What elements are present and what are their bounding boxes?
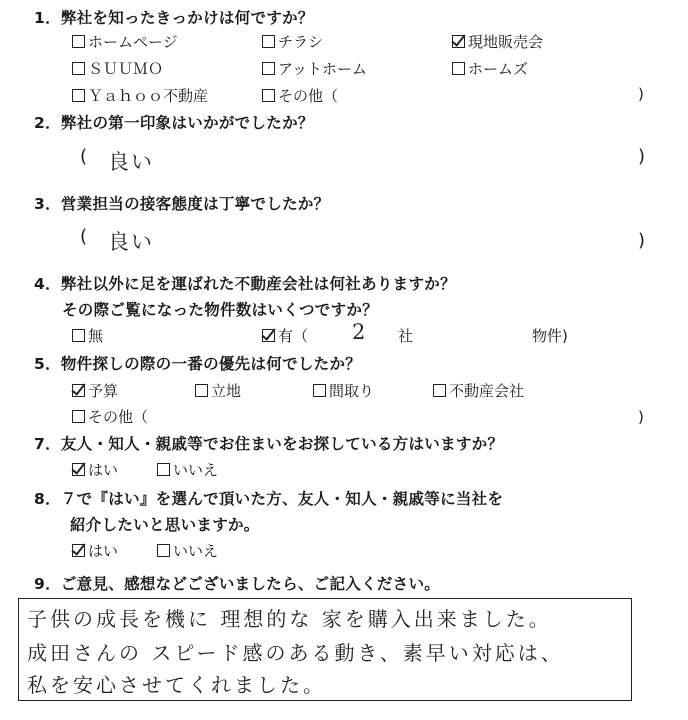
- question-5-title: 5．物件探しの際の一番の優先は何でしたか？: [34, 355, 362, 373]
- q8-option-no[interactable]: いいえ: [157, 540, 218, 561]
- q4-option-none[interactable]: 無: [72, 325, 103, 346]
- checkbox-icon[interactable]: [433, 384, 446, 397]
- q1-other-close-paren: ): [638, 85, 644, 103]
- comment-line: 成田さんの スピード感のある動き、素早い対応は、: [27, 641, 564, 665]
- q5-other-close-paren: ): [638, 408, 644, 426]
- checkbox-checked-icon[interactable]: [452, 35, 465, 48]
- q1-option-onsite-sale[interactable]: 現地販売会: [452, 31, 543, 52]
- checkbox-icon[interactable]: [195, 384, 208, 397]
- q4-handwritten-count: 2: [352, 320, 368, 344]
- q2-handwritten-answer: 良い: [108, 150, 154, 174]
- comment-box[interactable]: [18, 598, 632, 701]
- q4-unit-property: 物件): [532, 327, 568, 345]
- q7-option-yes[interactable]: はい: [72, 459, 118, 480]
- question-9-title: 9．ご意見、感想などございましたら、ご記入ください。: [34, 575, 441, 593]
- checkbox-checked-icon[interactable]: [262, 329, 275, 342]
- question-4-subtitle: その際ご覧になった物件数はいくつですか？: [62, 301, 379, 319]
- q5-option-other[interactable]: その他（: [72, 406, 148, 427]
- question-3-title: 3．営業担当の接客態度は丁寧でしたか？: [34, 195, 330, 213]
- checkbox-icon[interactable]: [157, 463, 170, 476]
- q1-option-homes[interactable]: ホームズ: [452, 58, 528, 79]
- q2-close-paren: ): [638, 146, 646, 167]
- q7-option-no[interactable]: いいえ: [157, 459, 218, 480]
- checkbox-icon[interactable]: [262, 62, 275, 75]
- q8-option-yes[interactable]: はい: [72, 540, 118, 561]
- checkbox-icon[interactable]: [313, 384, 326, 397]
- q1-option-homepage[interactable]: ホームページ: [72, 31, 178, 52]
- checkbox-icon[interactable]: [157, 544, 170, 557]
- question-2-title: 2．弊社の第一印象はいかがでしたか？: [34, 114, 314, 132]
- question-1-title: 1．弊社を知ったきっかけは何ですか？: [34, 9, 314, 27]
- q5-option-agency[interactable]: 不動産会社: [433, 380, 524, 401]
- checkbox-icon[interactable]: [72, 410, 85, 423]
- comment-line: 子供の成長を機に 理想的な 家を購入出来ました。: [27, 607, 552, 631]
- comment-line: 私を安心させてくれました。: [27, 673, 326, 697]
- q1-option-yahoo[interactable]: Ｙａｈｏｏ不動産: [72, 85, 208, 106]
- q4-option-yes[interactable]: 有（: [262, 325, 308, 346]
- q2-open-paren: (: [80, 146, 88, 167]
- question-4-title: 4．弊社以外に足を運ばれた不動産会社は何社ありますか？: [34, 275, 456, 293]
- checkbox-icon[interactable]: [72, 329, 85, 342]
- question-8-title: 8．７で『はい』を選んで頂いた方、友人・知人・親戚等に当社を: [34, 490, 504, 508]
- checkbox-icon[interactable]: [262, 35, 275, 48]
- q3-handwritten-answer: 良い: [108, 230, 154, 254]
- q5-option-location[interactable]: 立地: [195, 380, 241, 401]
- q1-option-suumo[interactable]: ＳＵＵＭＯ: [72, 58, 163, 79]
- checkbox-checked-icon[interactable]: [72, 384, 85, 397]
- checkbox-icon[interactable]: [452, 62, 465, 75]
- q1-option-athome[interactable]: アットホーム: [262, 58, 367, 79]
- checkbox-icon[interactable]: [72, 62, 85, 75]
- q1-option-flyer[interactable]: チラシ: [262, 31, 323, 52]
- checkbox-icon[interactable]: [72, 35, 85, 48]
- q1-option-other[interactable]: その他（: [262, 85, 338, 106]
- question-8-subtitle: 紹介したいと思いますか。: [70, 516, 260, 534]
- q3-open-paren: (: [80, 226, 88, 247]
- checkbox-checked-icon[interactable]: [72, 544, 85, 557]
- q5-option-budget[interactable]: 予算: [72, 380, 118, 401]
- question-7-title: 7．友人・知人・親戚等でお住まいをお探している方はいますか？: [34, 435, 504, 453]
- q4-unit-company: 社: [398, 327, 414, 345]
- checkbox-icon[interactable]: [72, 89, 85, 102]
- q3-close-paren: ): [638, 230, 646, 251]
- checkbox-checked-icon[interactable]: [72, 463, 85, 476]
- checkbox-icon[interactable]: [262, 89, 275, 102]
- q5-option-floorplan[interactable]: 間取り: [313, 380, 374, 401]
